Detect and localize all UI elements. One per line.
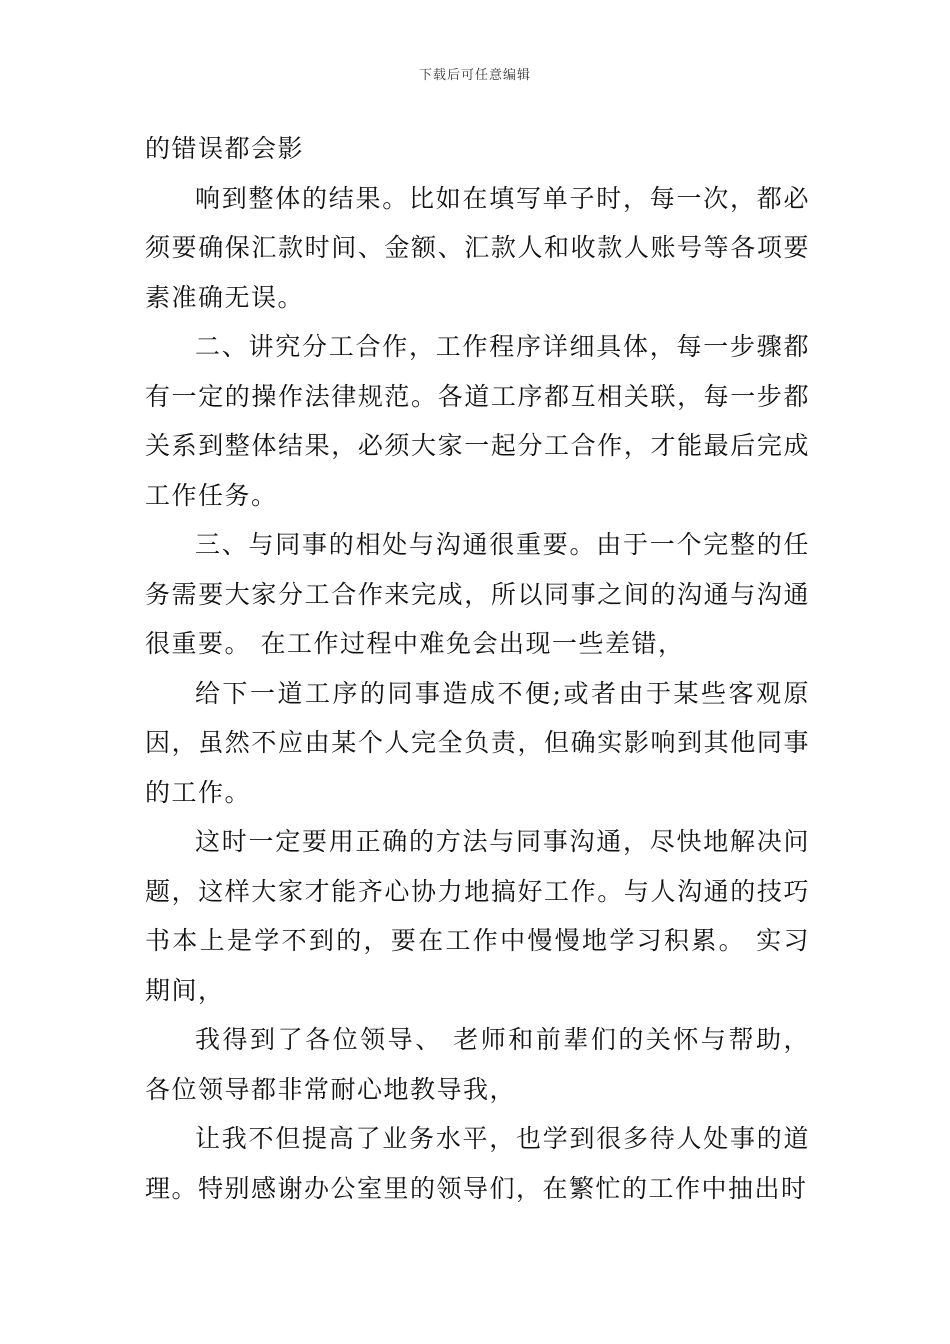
paragraph-4: 三、与同事的相处与沟通很重要。由于一个完整的任务需要大家分工合作来完成，所以同事之间的沟通与沟通很重要。 在工作过程中难免会出现一些差错，: [145, 530, 810, 658]
paragraph-6: 这时一定要用正确的方法与同事沟通，尽快地解决问题，这样大家才能齐心协力地搞好工作。与人沟通的技巧书本上是学不到的，要在工作中慢慢地学习积累。 实习期间，: [145, 827, 810, 1005]
paragraph-7: 我得到了各位领导、 老师和前辈们的关怀与帮助，各位领导都非常耐心地教导我，: [145, 1025, 810, 1104]
paragraph-8: 让我不但提高了业务水平，也学到很多待人处事的道理。特别感谢办公室里的领导们，在繁忙的工作中抽出时: [145, 1124, 810, 1203]
document-body: [145, 124, 810, 1213]
paragraph-3: 二、讲究分工合作，工作程序详细具体，每一步骤都有一定的操作法律规范。各道工序都互相关联，每一步都关系到整体结果，必须大家一起分工合作，才能最后完成工作任务。: [145, 332, 810, 510]
paragraph-1: 的错误都会影: [145, 134, 305, 163]
paragraph-5: 给下一道工序的同事造成不便;或者由于某些客观原因，虽然不应由某个人完全负责，但确实影响到其他同事的工作。: [145, 678, 810, 807]
paragraph-2: 响到整体的结果。比如在填写单子时，每一次，都必须要确保汇款时间、金额、汇款人和收款人账号等各项要素准确无误。: [145, 183, 810, 312]
page-header: 下载后可任意编辑: [418, 68, 531, 83]
